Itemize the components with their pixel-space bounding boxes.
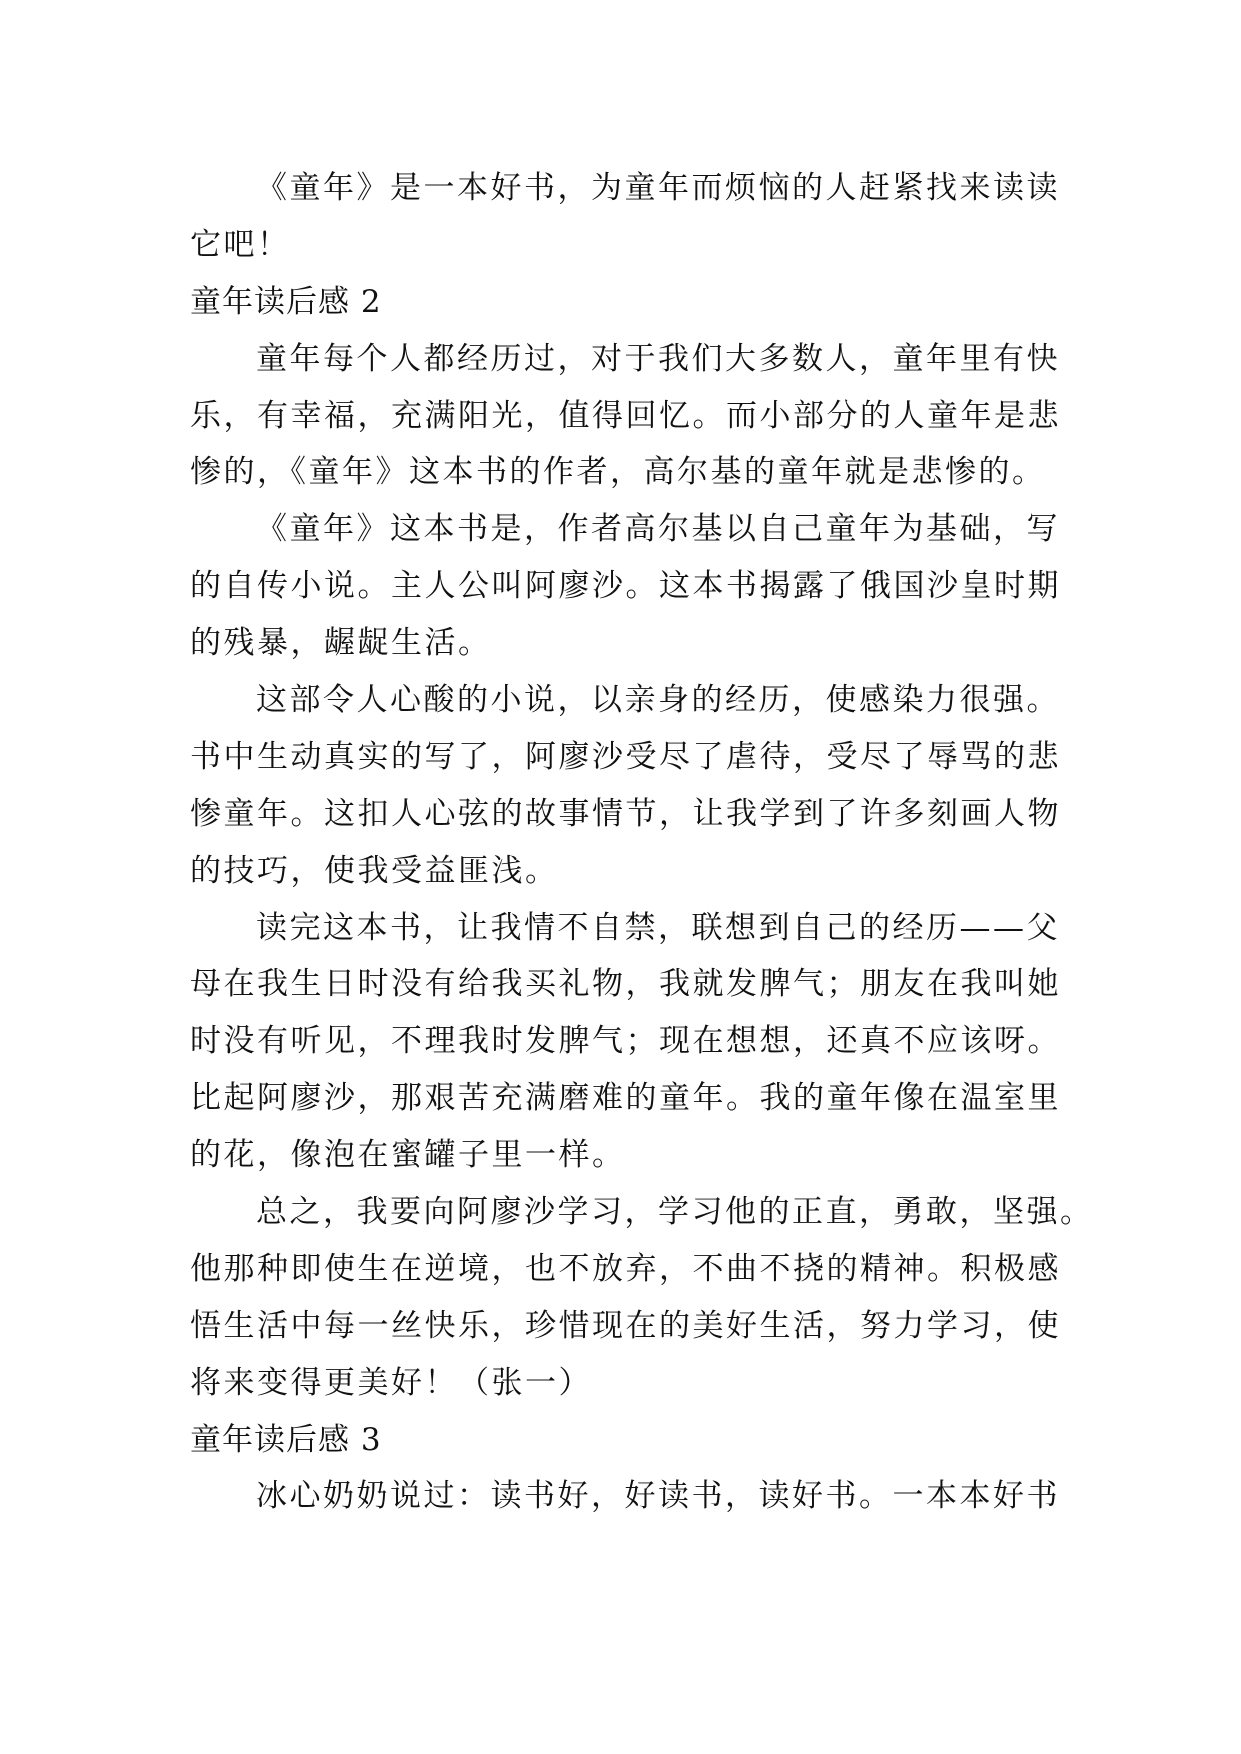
section-heading: 童年读后感 3 bbox=[190, 1421, 382, 1458]
document-body bbox=[190, 160, 1094, 1525]
text-line: 时没有听见，不理我时发脾气；现在想想，还真不应该呀。 bbox=[190, 1023, 1061, 1060]
text-line: 惨的，《童年》这本书的作者，高尔基的童年就是悲惨的。 bbox=[190, 454, 1046, 491]
text-line: 惨童年。这扣人心弦的故事情节，让我学到了许多刻画人物 bbox=[190, 795, 1061, 832]
text-line: 的残暴，龌龊生活。 bbox=[190, 625, 492, 662]
text-line: 书中生动真实的写了，阿廖沙受尽了虐待，受尽了辱骂的悲 bbox=[190, 738, 1061, 775]
text-line: 母在我生日时没有给我买礼物，我就发脾气；朋友在我叫她 bbox=[190, 966, 1061, 1003]
text-line: 这部令人心酸的小说，以亲身的经历，使感染力很强。 bbox=[256, 682, 1060, 719]
text-line: 悟生活中每一丝快乐，珍惜现在的美好生活，努力学习，使 bbox=[190, 1307, 1061, 1344]
text-line: 它吧！ bbox=[190, 226, 291, 263]
text-line: 的技巧，使我受益匪浅。 bbox=[190, 852, 559, 889]
text-line: 冰心奶奶说过：读书好，好读书，读好书。一本本好书 bbox=[256, 1478, 1060, 1515]
text-line: 将来变得更美好！（张一） bbox=[190, 1364, 592, 1401]
text-line: 童年每个人都经历过，对于我们大多数人，童年里有快 bbox=[256, 340, 1060, 377]
text-line: 的自传小说。主人公叫阿廖沙。这本书揭露了俄国沙皇时期 bbox=[190, 568, 1061, 605]
text-line: 总之，我要向阿廖沙学习，学习他的正直，勇敢，坚强。 bbox=[256, 1194, 1094, 1231]
text-line: 的花，像泡在蜜罐子里一样。 bbox=[190, 1137, 626, 1174]
text-line: 比起阿廖沙，那艰苦充满磨难的童年。我的童年像在温室里 bbox=[190, 1080, 1061, 1117]
text-line: 他那种即使生在逆境，也不放弃，不曲不挠的精神。积极感 bbox=[190, 1250, 1061, 1287]
text-line: 《童年》是一本好书，为童年而烦恼的人赶紧找来读读 bbox=[256, 170, 1060, 206]
section-heading: 童年读后感 2 bbox=[190, 283, 382, 320]
text-line: 《童年》这本书是，作者高尔基以自己童年为基础，写 bbox=[256, 511, 1060, 548]
text-line: 乐，有幸福，充满阳光，值得回忆。而小部分的人童年是悲 bbox=[190, 397, 1061, 434]
text-line: 读完这本书，让我情不自禁，联想到自己的经历——父 bbox=[256, 909, 1060, 946]
